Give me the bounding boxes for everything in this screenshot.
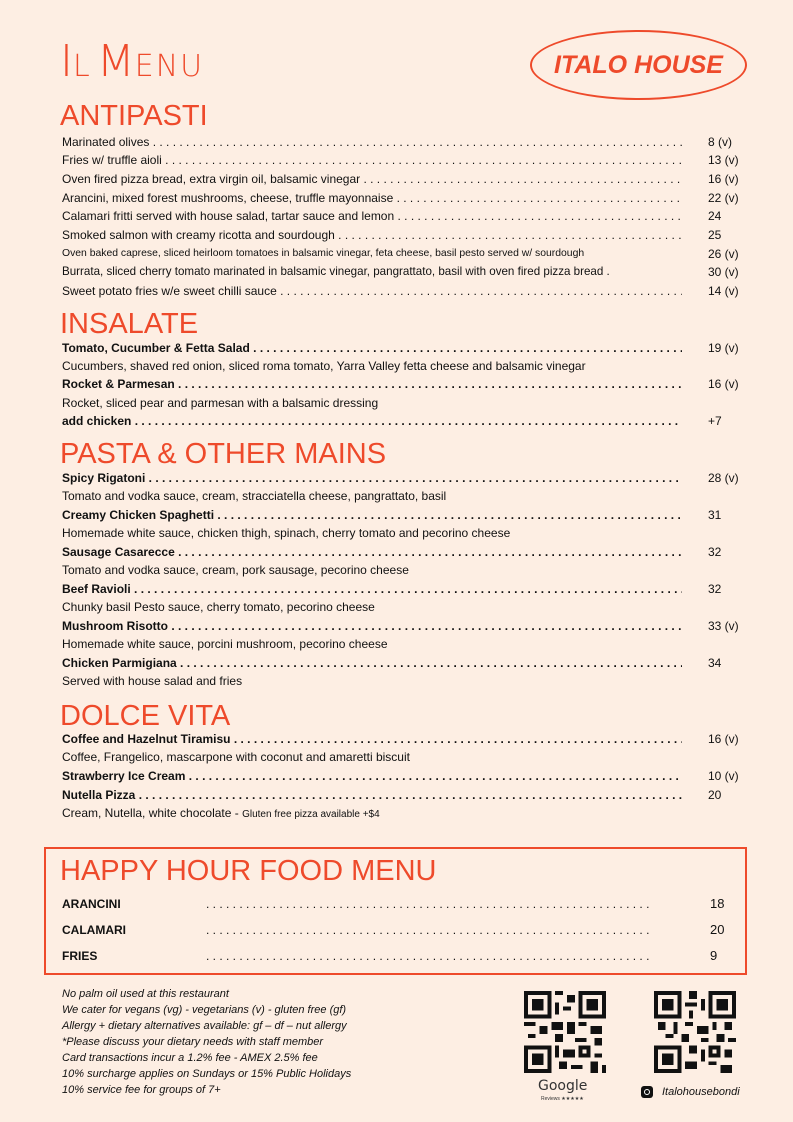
happy-hour-item: ARANCINI . . . . . . . . . . . . . . . . . . . . . . . . . . . . . . . . . . . . . . . . . . . . . . . . . . . . . . . . . . . . . . . . . . . 18 [62,894,742,914]
dietary-notes: No palm oil used at this restaurant We cater for vegans (vg) - vegetarians (v) - gluten free (gf) Allergy + dietary alternatives available: gf – df – nut allergy *Please discuss your dietary needs with staff member Card transactions incur a 1.2% fee - AMEX 2.5% fee 10% surcharge applies on Sundays or 15% Public Holidays 10% service fee for groups of 7+ [62,988,352,1096]
dot-leader: . . . . . . . . . . . . . . . . . . . . . . . . . . . . . . . . . . . . . . . . . . . . . . . . . . . . . . . . . . . . . . . . . . . [206,949,650,963]
menu-item: Chicken Parmigiana . . . 34 [62,654,742,672]
item-description: Chunky basil Pesto sauce, cherry tomato, pecorino cheese [62,600,375,614]
menu-item: Burrata, sliced cherry tomato marinated in balsamic vinegar, pangrattato, basil with oven fired pizza bread . 30 (v) [62,265,739,279]
google-reviews-qr-icon[interactable] [524,991,606,1073]
item-description: Rocket, sliced pear and parmesan with a balsamic dressing [62,396,379,410]
menu-item: Beef Ravioli . . . 32 [62,580,742,598]
title-letter-m: M [96,36,135,87]
menu-item: add chicken . . . +7 [62,412,742,430]
menu-item: Smoked salmon with creamy ricotta and sourdough . . . 25 [62,226,742,244]
dot-leader: . . . . . . . . . . . . . . . . . . . . . . . . . . . . . . . . . . . . . . . . . . . . . . . . . . . . . . . . . . . . . . . . . . . [206,897,650,911]
instagram-handle[interactable]: Italohousebondi [662,1086,740,1098]
menu-item: Creamy Chicken Spaghetti . . . 31 [62,506,742,524]
happy-hour-title: HAPPY HOUR FOOD MENU [60,855,437,887]
google-logo: Google [538,1078,588,1094]
menu-item: Tomato, Cucumber & Fetta Salad . . . 19 (v) [62,339,742,357]
item-description: Homemade white sauce, porcini mushroom, pecorino cheese [62,637,388,651]
happy-hour-item: FRIES . . . . . . . . . . . . . . . . . . . . . . . . . . . . . . . . . . . . . . . . . . . . . . . . . . . . . . . . . . . . . . . . . . . 9 [62,946,742,966]
menu-item: Sausage Casarecce . . . 32 [62,543,742,561]
menu-title [60,36,205,87]
menu-item: Oven baked caprese, sliced heirloom tomatoes in balsamic vinegar, feta cheese, basil pesto served w/ sourdough 26 (v) [62,247,739,261]
item-description: Coffee, Frangelico, mascarpone with coconut and amaretti biscuit [62,750,410,764]
menu-item: Strawberry Ice Cream . . . 10 (v) [62,767,742,785]
instagram-icon [641,1086,653,1098]
item-description: Homemade white sauce, chicken thigh, spinach, cherry tomato and pecorino cheese [62,526,511,540]
item-description: Cucumbers, shaved red onion, sliced roma tomato, Yarra Valley fetta cheese and balsamic vinegar [62,359,586,373]
happy-hour-item: CALAMARI . . . . . . . . . . . . . . . . . . . . . . . . . . . . . . . . . . . . . . . . . . . . . . . . . . . . . . . . . . . . . . . . . . . 20 [62,920,742,940]
title-letter-l: L [72,49,92,84]
italo-house-logo: ITALO HOUSE [530,30,747,100]
menu-item: Rocket & Parmesan . . . 16 (v) [62,375,742,393]
menu-item: Marinated olives . . . 8 (v) [62,133,742,151]
google-reviews-label: Reviews ★★★★★ [541,1096,584,1102]
item-description: Cream, Nutella, white chocolate - Gluten free pizza available +$4 [62,806,380,820]
title-letter-i: I [60,36,73,87]
item-description: Tomato and vodka sauce, cream, pork sausage, pecorino cheese [62,563,409,577]
item-description: Served with house salad and fries [62,674,243,688]
dot-leader: . . . . . . . . . . . . . . . . . . . . . . . . . . . . . . . . . . . . . . . . . . . . . . . . . . . . . . . . . . . . . . . . . . . [206,923,650,937]
menu-item: Nutella Pizza . . . 20 [62,786,742,804]
instagram-qr-icon[interactable] [654,991,736,1073]
menu-item: Arancini, mixed forest mushrooms, cheese, truffle mayonnaise . . . 22 (v) [62,189,742,207]
menu-item: Fries w/ truffle aioli . . . 13 (v) [62,151,742,169]
section-title-antipasti: ANTIPASTI [60,100,208,132]
item-description: Tomato and vodka sauce, cream, stracciatella cheese, pangrattato, basil [62,489,447,503]
menu-item: Spicy Rigatoni . . . 28 (v) [62,469,742,487]
menu-item: Calamari fritti served with house salad, tartar sauce and lemon . . . 24 [62,207,742,225]
section-title-dolce: DOLCE VITA [60,700,231,732]
menu-item: Sweet potato fries w/e sweet chilli sauce . . . 14 (v) [62,282,742,300]
menu-item: Mushroom Risotto . . . 33 (v) [62,617,742,635]
section-title-pasta: PASTA & OTHER MAINS [60,438,387,470]
section-title-insalate: INSALATE [60,308,199,340]
title-letters-enu: ENU [134,49,205,84]
menu-item: Oven fired pizza bread, extra virgin oil, balsamic vinegar . . . 16 (v) [62,170,742,188]
menu-item: Coffee and Hazelnut Tiramisu . . . 16 (v) [62,730,742,748]
